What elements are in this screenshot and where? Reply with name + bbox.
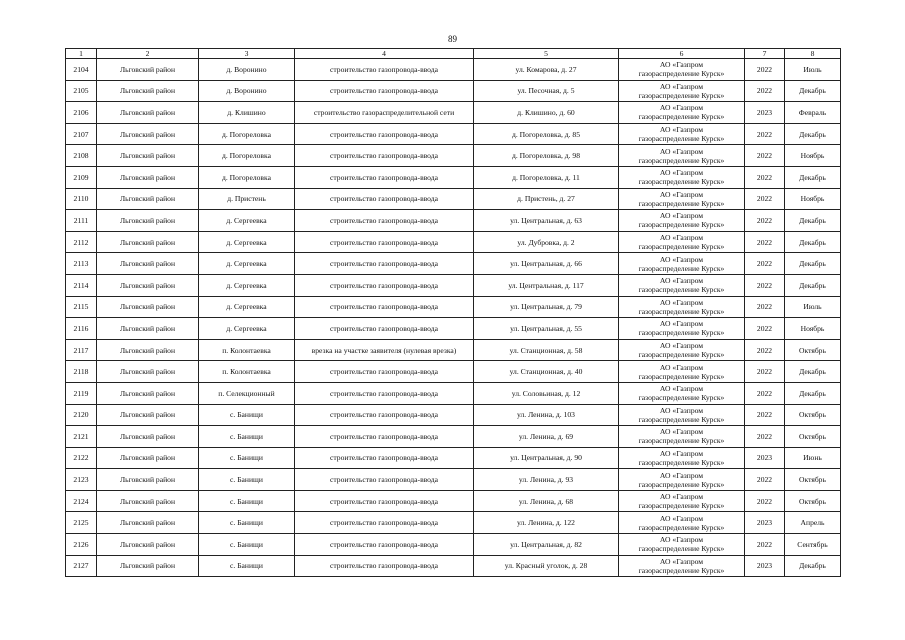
address-cell: ул. Станционная, д. 58 [474, 339, 619, 361]
year-cell: 2022 [745, 404, 785, 426]
row-number-cell: 2123 [66, 469, 97, 491]
organization-line: АО «Газпром [659, 405, 704, 415]
organization-line: газораспределение Курск» [638, 457, 725, 467]
column-number: 7 [745, 49, 785, 59]
work-type-cell: строительство газопровода-ввода [295, 404, 474, 426]
settlement-cell: д. Воронино [199, 59, 295, 81]
month-cell: Декабрь [785, 274, 841, 296]
month-cell: Июнь [785, 447, 841, 469]
organization-cell [619, 145, 745, 167]
row-number-cell: 2105 [66, 80, 97, 102]
work-type-cell: строительство газопровода-ввода [295, 382, 474, 404]
month-cell: Октябрь [785, 339, 841, 361]
table-row [66, 339, 841, 361]
month-cell: Июль [785, 59, 841, 81]
work-type-cell: строительство газопровода-ввода [295, 274, 474, 296]
work-type-cell: строительство газопровода-ввода [295, 210, 474, 232]
year-cell: 2022 [745, 166, 785, 188]
column-number: 3 [199, 49, 295, 59]
work-type-cell: строительство газопровода-ввода [295, 253, 474, 275]
settlement-cell: д. Сергеевка [199, 296, 295, 318]
table-row [66, 426, 841, 448]
row-number-cell: 2115 [66, 296, 97, 318]
district-cell: Льговский район [97, 59, 199, 81]
organization-cell [619, 339, 745, 361]
organization-line: АО «Газпром [659, 384, 704, 394]
organization-cell [619, 426, 745, 448]
settlement-cell: с. Банищи [199, 426, 295, 448]
month-cell: Октябрь [785, 426, 841, 448]
row-number-cell: 2114 [66, 274, 97, 296]
district-cell: Льговский район [97, 318, 199, 340]
district-cell: Льговский район [97, 426, 199, 448]
district-cell: Льговский район [97, 123, 199, 145]
address-cell: д. Погореловка, д. 85 [474, 123, 619, 145]
organization-cell [619, 447, 745, 469]
month-cell: Сентябрь [785, 534, 841, 556]
organization-line: газораспределение Курск» [638, 479, 725, 489]
organization-cell [619, 382, 745, 404]
settlement-cell: с. Банищи [199, 404, 295, 426]
organization-line: газораспределение Курск» [638, 155, 725, 165]
month-cell: Октябрь [785, 469, 841, 491]
settlement-cell: с. Банищи [199, 512, 295, 534]
year-cell: 2022 [745, 318, 785, 340]
year-cell: 2022 [745, 59, 785, 81]
year-cell: 2022 [745, 188, 785, 210]
row-number-cell: 2121 [66, 426, 97, 448]
organization-line: АО «Газпром [659, 492, 704, 502]
address-cell: ул. Красный уголок, д. 28 [474, 555, 619, 577]
address-cell: ул. Ленина, д. 122 [474, 512, 619, 534]
district-cell: Льговский район [97, 188, 199, 210]
organization-line: газораспределение Курск» [638, 393, 725, 403]
address-cell: ул. Ленина, д. 68 [474, 490, 619, 512]
settlement-cell: д. Пристень [199, 188, 295, 210]
settlement-cell: д. Погореловка [199, 145, 295, 167]
year-cell: 2023 [745, 102, 785, 124]
organization-cell [619, 210, 745, 232]
organization-line: АО «Газпром [659, 513, 704, 523]
organization-line: газораспределение Курск» [638, 69, 725, 79]
district-cell: Льговский район [97, 469, 199, 491]
table-row [66, 274, 841, 296]
organization-line: газораспределение Курск» [638, 134, 725, 144]
year-cell: 2022 [745, 534, 785, 556]
table-row [66, 490, 841, 512]
month-cell: Декабрь [785, 166, 841, 188]
settlement-cell: с. Банищи [199, 490, 295, 512]
column-number: 6 [619, 49, 745, 59]
work-type-cell: строительство газопровода-ввода [295, 555, 474, 577]
organization-line: АО «Газпром [659, 60, 704, 70]
month-cell: Апрель [785, 512, 841, 534]
table-row [66, 469, 841, 491]
row-number-cell: 2109 [66, 166, 97, 188]
address-cell: ул. Центральная, д. 55 [474, 318, 619, 340]
organization-cell [619, 274, 745, 296]
register-table [65, 48, 841, 577]
row-number-cell: 2106 [66, 102, 97, 124]
settlement-cell: д. Погореловка [199, 166, 295, 188]
organization-cell [619, 166, 745, 188]
district-cell: Льговский район [97, 490, 199, 512]
row-number-cell: 2119 [66, 382, 97, 404]
work-type-cell: строительство газопровода-ввода [295, 469, 474, 491]
column-number: 5 [474, 49, 619, 59]
table-row [66, 447, 841, 469]
organization-cell [619, 490, 745, 512]
row-number-cell: 2126 [66, 534, 97, 556]
address-cell: д. Клишино, д. 60 [474, 102, 619, 124]
organization-cell [619, 534, 745, 556]
column-number-row [66, 49, 841, 59]
table-row [66, 382, 841, 404]
settlement-cell: д. Сергеевка [199, 231, 295, 253]
table-row [66, 145, 841, 167]
settlement-cell: д. Сергеевка [199, 318, 295, 340]
organization-line: АО «Газпром [659, 556, 704, 566]
work-type-cell: строительство газопровода-ввода [295, 512, 474, 534]
district-cell: Льговский район [97, 555, 199, 577]
row-number-cell: 2113 [66, 253, 97, 275]
district-cell: Льговский район [97, 339, 199, 361]
organization-cell [619, 555, 745, 577]
organization-line: АО «Газпром [659, 146, 704, 156]
district-cell: Льговский район [97, 253, 199, 275]
address-cell: ул. Песочная, д. 5 [474, 80, 619, 102]
organization-line: АО «Газпром [659, 319, 704, 329]
year-cell: 2022 [745, 210, 785, 232]
district-cell: Льговский район [97, 102, 199, 124]
organization-line: АО «Газпром [659, 297, 704, 307]
work-type-cell: строительство газопровода-ввода [295, 59, 474, 81]
organization-line: АО «Газпром [659, 233, 704, 243]
district-cell: Льговский район [97, 382, 199, 404]
settlement-cell: с. Банищи [199, 555, 295, 577]
table-header [66, 49, 841, 59]
table-row [66, 534, 841, 556]
row-number-cell: 2108 [66, 145, 97, 167]
address-cell: ул. Комарова, д. 27 [474, 59, 619, 81]
work-type-cell: строительство газораспределительной сети [295, 102, 474, 124]
organization-line: АО «Газпром [659, 81, 704, 91]
table-row [66, 318, 841, 340]
address-cell: д. Погореловка, д. 98 [474, 145, 619, 167]
organization-line: газораспределение Курск» [638, 242, 725, 252]
work-type-cell: строительство газопровода-ввода [295, 188, 474, 210]
work-type-cell: строительство газопровода-ввода [295, 534, 474, 556]
month-cell: Декабрь [785, 123, 841, 145]
organization-cell [619, 404, 745, 426]
address-cell: ул. Центральная, д. 117 [474, 274, 619, 296]
settlement-cell: с. Банищи [199, 447, 295, 469]
year-cell: 2022 [745, 231, 785, 253]
table-row [66, 361, 841, 383]
year-cell: 2022 [745, 123, 785, 145]
organization-line: газораспределение Курск» [638, 501, 725, 511]
work-type-cell: строительство газопровода-ввода [295, 166, 474, 188]
table-row [66, 512, 841, 534]
row-number-cell: 2124 [66, 490, 97, 512]
settlement-cell: д. Клишино [199, 102, 295, 124]
district-cell: Льговский район [97, 512, 199, 534]
table-row [66, 80, 841, 102]
organization-line: газораспределение Курск» [638, 414, 725, 424]
month-cell: Февраль [785, 102, 841, 124]
organization-line: АО «Газпром [659, 125, 704, 135]
work-type-cell: строительство газопровода-ввода [295, 231, 474, 253]
row-number-cell: 2117 [66, 339, 97, 361]
organization-cell [619, 253, 745, 275]
district-cell: Льговский район [97, 210, 199, 232]
district-cell: Льговский район [97, 166, 199, 188]
organization-line: АО «Газпром [659, 341, 704, 351]
year-cell: 2023 [745, 447, 785, 469]
organization-line: АО «Газпром [659, 211, 704, 221]
organization-cell [619, 102, 745, 124]
month-cell: Июль [785, 296, 841, 318]
month-cell: Ноябрь [785, 188, 841, 210]
organization-cell [619, 123, 745, 145]
organization-line: газораспределение Курск» [638, 112, 725, 122]
table-row [66, 102, 841, 124]
row-number-cell: 2127 [66, 555, 97, 577]
address-cell: ул. Станционная, д. 40 [474, 361, 619, 383]
month-cell: Декабрь [785, 253, 841, 275]
column-number: 8 [785, 49, 841, 59]
table-row [66, 188, 841, 210]
work-type-cell: строительство газопровода-ввода [295, 490, 474, 512]
address-cell: ул. Ленина, д. 93 [474, 469, 619, 491]
row-number-cell: 2111 [66, 210, 97, 232]
address-cell: д. Пристень, д. 27 [474, 188, 619, 210]
work-type-cell: строительство газопровода-ввода [295, 296, 474, 318]
organization-line: АО «Газпром [659, 168, 704, 178]
settlement-cell: д. Сергеевка [199, 253, 295, 275]
organization-cell [619, 512, 745, 534]
organization-line: газораспределение Курск» [638, 544, 725, 554]
table-row [66, 404, 841, 426]
year-cell: 2022 [745, 490, 785, 512]
organization-line: АО «Газпром [659, 276, 704, 286]
row-number-cell: 2112 [66, 231, 97, 253]
month-cell: Октябрь [785, 490, 841, 512]
district-cell: Льговский район [97, 145, 199, 167]
work-type-cell: строительство газопровода-ввода [295, 80, 474, 102]
year-cell: 2022 [745, 426, 785, 448]
organization-line: газораспределение Курск» [638, 328, 725, 338]
year-cell: 2022 [745, 253, 785, 275]
month-cell: Ноябрь [785, 145, 841, 167]
organization-line: газораспределение Курск» [638, 198, 725, 208]
organization-line: газораспределение Курск» [638, 371, 725, 381]
address-cell: д. Погореловка, д. 11 [474, 166, 619, 188]
settlement-cell: д. Погореловка [199, 123, 295, 145]
organization-line: газораспределение Курск» [638, 285, 725, 295]
address-cell: ул. Центральная, д. 63 [474, 210, 619, 232]
settlement-cell: п. Колонтаевка [199, 339, 295, 361]
organization-line: АО «Газпром [659, 103, 704, 113]
address-cell: ул. Ленина, д. 103 [474, 404, 619, 426]
address-cell: ул. Центральная, д. 79 [474, 296, 619, 318]
month-cell: Декабрь [785, 361, 841, 383]
work-type-cell: строительство газопровода-ввода [295, 447, 474, 469]
organization-cell [619, 361, 745, 383]
district-cell: Льговский район [97, 274, 199, 296]
address-cell: ул. Центральная, д. 90 [474, 447, 619, 469]
work-type-cell: строительство газопровода-ввода [295, 426, 474, 448]
column-number: 4 [295, 49, 474, 59]
organization-line: газораспределение Курск» [638, 177, 725, 187]
organization-line: газораспределение Курск» [638, 90, 725, 100]
table-body [66, 59, 841, 577]
district-cell: Льговский район [97, 447, 199, 469]
organization-line: газораспределение Курск» [638, 220, 725, 230]
address-cell: ул. Дубровка, д. 2 [474, 231, 619, 253]
row-number-cell: 2116 [66, 318, 97, 340]
organization-line: АО «Газпром [659, 362, 704, 372]
column-number: 1 [66, 49, 97, 59]
district-cell: Льговский район [97, 231, 199, 253]
organization-line: газораспределение Курск» [638, 306, 725, 316]
district-cell: Льговский район [97, 534, 199, 556]
year-cell: 2022 [745, 339, 785, 361]
settlement-cell: с. Банищи [199, 469, 295, 491]
address-cell: ул. Соловьиная, д. 12 [474, 382, 619, 404]
month-cell: Октябрь [785, 404, 841, 426]
year-cell: 2022 [745, 296, 785, 318]
address-cell: ул. Ленина, д. 69 [474, 426, 619, 448]
row-number-cell: 2120 [66, 404, 97, 426]
work-type-cell: строительство газопровода-ввода [295, 361, 474, 383]
row-number-cell: 2118 [66, 361, 97, 383]
organization-line: газораспределение Курск» [638, 436, 725, 446]
year-cell: 2022 [745, 145, 785, 167]
settlement-cell: д. Сергеевка [199, 210, 295, 232]
table-row [66, 231, 841, 253]
month-cell: Ноябрь [785, 318, 841, 340]
month-cell: Декабрь [785, 80, 841, 102]
district-cell: Льговский район [97, 80, 199, 102]
work-type-cell: строительство газопровода-ввода [295, 318, 474, 340]
row-number-cell: 2107 [66, 123, 97, 145]
address-cell: ул. Центральная, д. 82 [474, 534, 619, 556]
organization-line: АО «Газпром [659, 470, 704, 480]
organization-line: АО «Газпром [659, 427, 704, 437]
table-row [66, 210, 841, 232]
organization-cell [619, 469, 745, 491]
organization-line: АО «Газпром [659, 448, 704, 458]
work-type-cell: врезка на участке заявителя (нулевая врезка) [295, 339, 474, 361]
row-number-cell: 2110 [66, 188, 97, 210]
row-number-cell: 2104 [66, 59, 97, 81]
organization-cell [619, 318, 745, 340]
settlement-cell: п. Колонтаевка [199, 361, 295, 383]
year-cell: 2023 [745, 512, 785, 534]
organization-line: газораспределение Курск» [638, 522, 725, 532]
year-cell: 2022 [745, 382, 785, 404]
organization-line: газораспределение Курск» [638, 263, 725, 273]
year-cell: 2022 [745, 80, 785, 102]
organization-cell [619, 80, 745, 102]
organization-line: АО «Газпром [659, 535, 704, 545]
settlement-cell: с. Банищи [199, 534, 295, 556]
organization-line: газораспределение Курск» [638, 350, 725, 360]
table-row [66, 555, 841, 577]
district-cell: Льговский район [97, 296, 199, 318]
work-type-cell: строительство газопровода-ввода [295, 123, 474, 145]
organization-cell [619, 231, 745, 253]
year-cell: 2022 [745, 274, 785, 296]
organization-line: АО «Газпром [659, 189, 704, 199]
address-cell: ул. Центральная, д. 66 [474, 253, 619, 275]
row-number-cell: 2122 [66, 447, 97, 469]
organization-line: АО «Газпром [659, 254, 704, 264]
settlement-cell: д. Воронино [199, 80, 295, 102]
month-cell: Декабрь [785, 210, 841, 232]
year-cell: 2022 [745, 361, 785, 383]
table-row [66, 296, 841, 318]
organization-line: газораспределение Курск» [638, 565, 725, 575]
organization-cell [619, 188, 745, 210]
district-cell: Льговский район [97, 361, 199, 383]
organization-cell [619, 296, 745, 318]
table-row [66, 166, 841, 188]
year-cell: 2022 [745, 469, 785, 491]
settlement-cell: д. Сергеевка [199, 274, 295, 296]
organization-cell [619, 59, 745, 81]
month-cell: Декабрь [785, 555, 841, 577]
settlement-cell: п. Селекционный [199, 382, 295, 404]
district-cell: Льговский район [97, 404, 199, 426]
year-cell: 2023 [745, 555, 785, 577]
row-number-cell: 2125 [66, 512, 97, 534]
month-cell: Декабрь [785, 231, 841, 253]
column-number: 2 [97, 49, 199, 59]
work-type-cell: строительство газопровода-ввода [295, 145, 474, 167]
table-row [66, 59, 841, 81]
table-row [66, 123, 841, 145]
page-number: 89 [448, 34, 457, 44]
table-row [66, 253, 841, 275]
month-cell: Декабрь [785, 382, 841, 404]
